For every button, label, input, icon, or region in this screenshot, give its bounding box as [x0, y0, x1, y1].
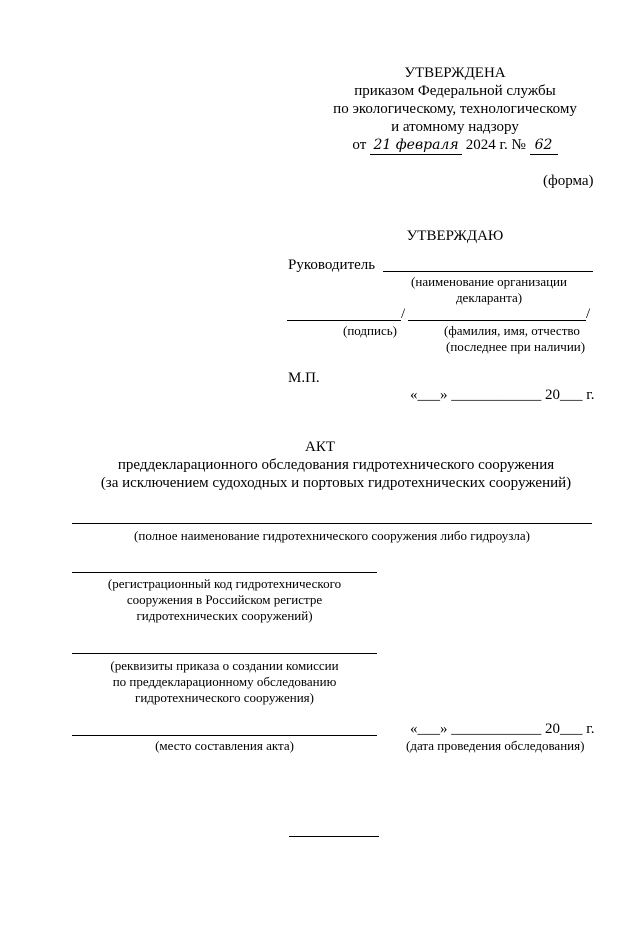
- place-line: [72, 735, 377, 736]
- approval-date-row: [300, 136, 610, 155]
- reg-code-caption-1: (регистрационный код гидротехнического: [107, 576, 342, 591]
- survey-date-line: «___» ____________ 20___ г.: [410, 721, 595, 737]
- approval-title: УТВЕРЖДЕНА: [404, 65, 506, 81]
- act-title: АКТ: [305, 439, 335, 455]
- order-caption-3: гидротехнического сооружения): [135, 690, 314, 705]
- approve-date-line: «___» ____________ 20___ г.: [410, 387, 595, 403]
- stamp-label: М.П.: [288, 370, 320, 386]
- full-name-caption: (полное наименование гидротехнического сооружения либо гидроузла): [134, 528, 530, 543]
- signature-line: [287, 320, 401, 321]
- approval-year: 2024 г. №: [465, 137, 526, 153]
- place-caption: (место составления акта): [155, 738, 294, 753]
- name-caption-1: (фамилия, имя, отчество: [444, 323, 580, 338]
- act-subtitle-1: преддекларационного обследования гидротехнического сооружения: [117, 457, 555, 473]
- name-caption-2: (последнее при наличии): [446, 339, 586, 354]
- approval-line-3: и атомному надзору: [391, 119, 519, 135]
- head-label: Руководитель: [288, 257, 376, 273]
- order-caption-2: по преддекларационному обследованию: [112, 674, 337, 689]
- org-caption: (наименование организации декларанта): [411, 274, 567, 305]
- reg-code-caption-3: гидротехнических сооружений): [136, 608, 313, 623]
- full-name-line: [408, 320, 586, 321]
- approval-date-prefix: от: [352, 137, 367, 153]
- approval-block: [300, 64, 610, 155]
- form-label: (форма): [543, 173, 594, 189]
- reg-code-line: [72, 572, 377, 573]
- footer-separator: [289, 836, 379, 837]
- reg-code-caption-2: сооружения в Российском регистре: [126, 592, 323, 607]
- approval-number-handwritten: 62: [530, 136, 558, 155]
- approval-date-handwritten: 21 февраля: [370, 136, 462, 155]
- order-caption-1: (реквизиты приказа о создании комиссии: [110, 658, 339, 673]
- signature-caption: (подпись): [343, 323, 397, 338]
- org-name-line: [383, 271, 593, 272]
- full-name-field-line: [72, 523, 592, 524]
- order-line: [72, 653, 377, 654]
- approval-line-1: приказом Федеральной службы: [354, 83, 556, 99]
- signature-slash-2: /: [586, 306, 591, 322]
- approval-line-2: по экологическому, технологическому: [333, 101, 577, 117]
- act-subtitle-2: (за исключением судоходных и портовых гидротехнических сооружений): [100, 475, 572, 491]
- signature-slash-1: /: [401, 306, 406, 322]
- survey-date-caption: (дата проведения обследования): [406, 738, 585, 753]
- approve-title: УТВЕРЖДАЮ: [406, 228, 504, 244]
